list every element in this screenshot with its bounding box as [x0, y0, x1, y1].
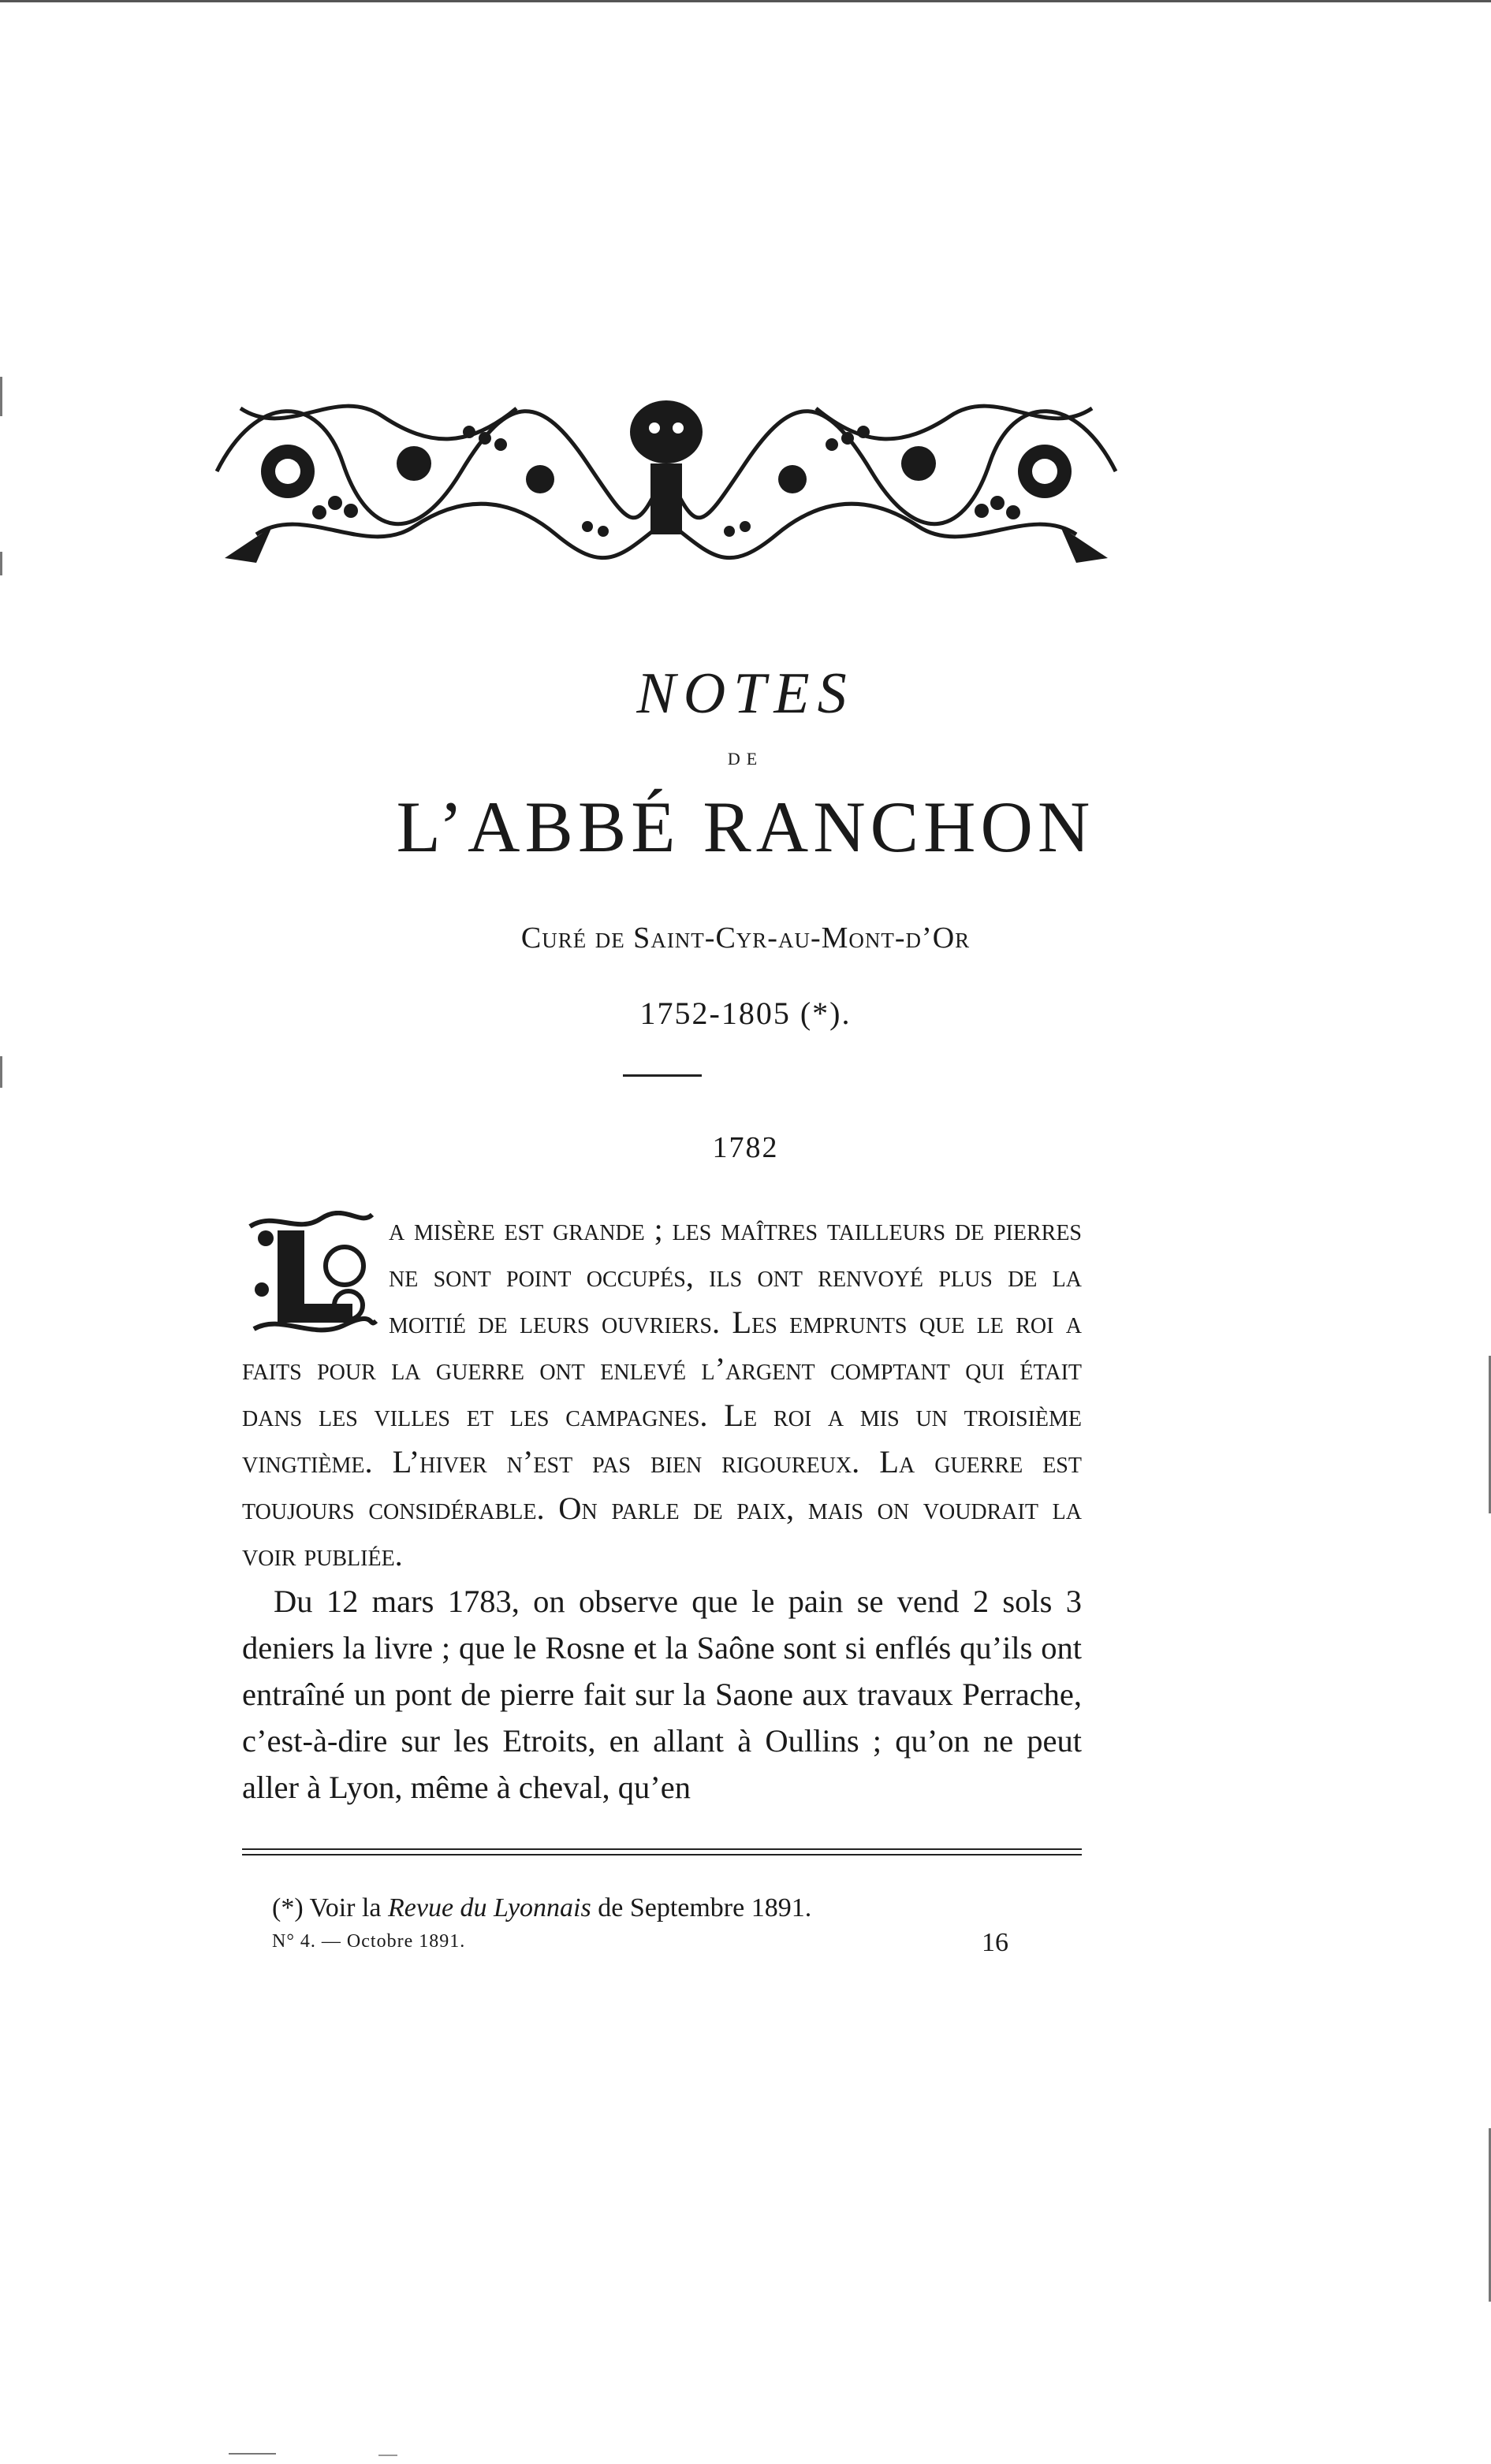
- footnote: [272, 1892, 1060, 1925]
- scan-left-edge-mark: [0, 552, 2, 575]
- footnote-divider: [242, 1848, 1082, 1850]
- paragraph-1: [242, 1206, 1082, 1578]
- title-de: DE: [727, 749, 764, 769]
- footnote-rest: de Septembre 1891.: [591, 1893, 812, 1922]
- page-number: 16: [982, 1928, 1008, 1957]
- footnote-journal: Revue du Lyonnais: [388, 1893, 591, 1922]
- footnote-marker: (*) Voir la: [272, 1893, 389, 1922]
- subtitle: Curé de Saint-Cyr-au-Mont-d’Or: [520, 921, 971, 955]
- title-divider: [623, 1074, 702, 1077]
- scan-bottom-mark: [378, 2455, 397, 2456]
- paragraph-2: Du 12 mars 1783, on observe que le pain se vend 2 sols 3 deniers la livre ; que le Rosne et la Saône sont si enflés qu’ils ont entraîné un pont de pierre fait sur la Saone aux travaux Perrache, c’est-à-dire sur les Etroits, en allant à Oullins ; qu’on ne peut aller à Lyon, même à cheval, qu’en: [242, 1584, 1082, 1805]
- scan-left-edge-mark: [0, 1056, 2, 1088]
- footnote-divider-inner: [242, 1854, 1082, 1855]
- decorated-initial-l: [242, 1211, 378, 1341]
- paragraph-1-text: a misère est grande ; les maîtres tailleurs de pierres ne sont point occupés, ils ont renvoyé plus de la moitié de leurs ouvriers. Les emprunts que le roi a faits pour la guerre ont enlevé l’argent comptant qui était dans les villes et les campagnes. Le roi a mis un troisième vingtième. L’hiver n’est pas bien rigoureux. La guerre est toujours considérable. On parle de paix, mais on voudrait la voir publiée.: [242, 1212, 1082, 1573]
- scan-bottom-mark: [229, 2453, 276, 2455]
- scan-top-edge: [0, 0, 1491, 2]
- section-year: 1782: [712, 1131, 779, 1164]
- ornamental-headpiece: [209, 377, 1124, 566]
- issue-info: N° 4. — Octobre 1891.: [272, 1931, 466, 1952]
- date-range: 1752-1805 (*).: [639, 996, 852, 1031]
- scan-left-edge-mark: [0, 377, 2, 416]
- body-text: [242, 1206, 1082, 1811]
- title-notes: NOTES: [636, 661, 855, 726]
- page-title: L’ABBÉ RANCHON: [396, 787, 1095, 867]
